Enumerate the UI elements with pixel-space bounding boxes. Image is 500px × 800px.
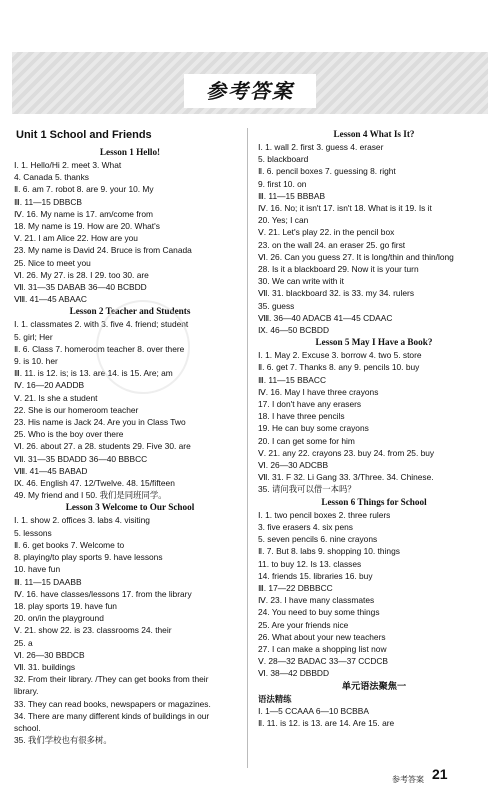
- answer-line: 22. She is our homeroom teacher: [14, 404, 139, 415]
- answer-line: 20. on/in the playground: [14, 613, 104, 624]
- stamp-watermark: [96, 300, 190, 394]
- answer-line: Ⅴ. 21. Is she a student: [14, 392, 98, 403]
- answer-line: 10. have fun: [14, 564, 61, 575]
- answer-line: school.: [14, 722, 41, 733]
- answer-line: Ⅵ. 26—30 BBDCB: [14, 649, 85, 660]
- answer-line: 3. five erasers 4. six pens: [258, 521, 353, 532]
- answer-line: 25. Are your friends nice: [258, 619, 349, 630]
- answer-line: Ⅶ. 31. blackboard 32. is 33. my 34. rulers: [258, 288, 415, 299]
- answer-line: 5. seven pencils 6. nine crayons: [258, 534, 378, 545]
- answer-line: Ⅷ. 41—45 ABAAC: [14, 294, 87, 305]
- lesson-heading: Lesson 4 What Is It?: [333, 129, 415, 139]
- answer-line: 28. Is it a blackboard 29. Now it is your turn: [258, 264, 419, 275]
- answer-line: Ⅴ. 28—32 BADAC 33—37 CCDCB: [258, 656, 389, 667]
- answer-line: 4. Canada 5. thanks: [14, 172, 89, 183]
- answer-line: Ⅰ. 1. classmates 2. with 3. five 4. friend; student: [14, 319, 189, 330]
- footer-label: 参考答案: [392, 775, 424, 784]
- answer-line: library.: [14, 686, 39, 697]
- answer-line: Ⅴ. 21. Let's play 22. in the pencil box: [258, 227, 395, 238]
- answer-line: 17. I don't have any erasers: [258, 399, 362, 410]
- answer-line: Ⅰ. 1. May 2. Excuse 3. borrow 4. two 5. store: [258, 350, 422, 361]
- page-header: [12, 52, 488, 120]
- answer-line: Ⅱ. 6. get books 7. Welcome to: [14, 539, 125, 550]
- answer-line: Ⅶ. 31. F 32. Li Gang 33. 3/Three. 34. Chinese.: [258, 472, 434, 483]
- answer-line: Ⅱ. 7. But 8. labs 9. shopping 10. things: [258, 546, 400, 557]
- answer-line: Ⅵ. 26. about 27. a 28. students 29. Five 30. are: [14, 441, 191, 452]
- answer-line: Ⅶ. 31. buildings: [14, 661, 76, 672]
- answer-line: 49. My friend and I 50. 我们是同班同学。: [14, 490, 167, 501]
- answer-line: Ⅳ. 16. No; it isn't 17. isn't 18. What is it 19. Is it: [258, 203, 432, 214]
- lesson-heading: Lesson 5 May I Have a Book?: [315, 337, 433, 348]
- answer-line: 23. His name is Jack 24. Are you in Class Two: [14, 417, 186, 428]
- answer-line: Ⅲ. 11—15 DBBCB: [14, 196, 82, 207]
- column-divider: [247, 128, 248, 768]
- answer-line: 26. What about your new teachers: [258, 631, 386, 642]
- answer-line: Ⅷ. 36—40 ADACB 41—45 CDAAC: [258, 312, 393, 323]
- answer-line: 18. My name is 19. How are 20. What's: [14, 221, 160, 232]
- answer-line: 25. Who is the boy over there: [14, 429, 124, 440]
- answer-line: Ⅶ. 31—35 BDADD 36—40 BBBCC: [14, 453, 148, 464]
- answer-line: 20. Yes; I can: [258, 215, 309, 226]
- answer-line: Ⅱ. 6. am 7. robot 8. are 9. your 10. My: [14, 184, 154, 195]
- sub-heading: 语法精练: [258, 693, 292, 704]
- answer-line: Ⅵ. 38—42 DBBDD: [258, 668, 330, 679]
- answer-line: 32. From their library. /They can get books from their: [14, 674, 209, 685]
- answer-line: Ⅱ. 6. Class 7. homeroom teacher 8. over there: [14, 343, 185, 354]
- lesson-heading: Lesson 2 Teacher and Students: [69, 306, 191, 317]
- answer-line: 35. guess: [258, 300, 295, 311]
- section-heading: 单元语法聚焦一: [341, 680, 407, 691]
- answer-line: Ⅴ. 21. any 22. crayons 23. buy 24. from 25. buy: [258, 447, 435, 458]
- page-title: 参考答案: [206, 79, 294, 103]
- answer-line: Ⅸ. 46. English 47. 12/Twelve. 48. 15/fifteen: [14, 478, 175, 489]
- answer-line: 18. play sports 19. have fun: [14, 600, 117, 611]
- answer-line: Ⅵ. 26. Can you guess 27. It is long/thin and thin/long: [258, 251, 454, 262]
- answer-line: 20. I can get some for him: [258, 435, 355, 446]
- answer-line: 9. is 10. her: [14, 356, 58, 367]
- answer-line: 9. first 10. on: [258, 178, 307, 189]
- lesson-heading: Lesson 1 Hello!: [99, 147, 161, 157]
- answer-line: Ⅳ. 16. May I have three crayons: [258, 386, 379, 397]
- right-column: [258, 128, 490, 729]
- answer-line: Ⅲ. 11—15 DAABB: [14, 576, 82, 587]
- answer-line: Ⅲ. 11. is 12. is; is 13. are 14. is 15. Are; am: [14, 368, 173, 379]
- answer-line: Ⅲ. 17—22 DBBBCC: [258, 582, 333, 593]
- answer-line: 27. I can make a shopping list now: [258, 643, 387, 654]
- answer-line: 19. He can buy some crayons: [258, 423, 369, 434]
- answer-line: 33. They can read books, newspapers or magazines.: [14, 698, 211, 709]
- answer-line: 25. a: [14, 637, 33, 648]
- answer-line: Ⅱ. 6. get 7. Thanks 8. any 9. pencils 10. buy: [258, 362, 420, 373]
- answer-line: Ⅲ. 11—15 BBACC: [258, 374, 326, 385]
- answer-line: 5. girl; Her: [14, 331, 53, 342]
- answer-line: 5. lessons: [14, 527, 52, 538]
- left-column: [14, 128, 246, 746]
- answer-line: 14. friends 15. libraries 16. buy: [258, 570, 373, 581]
- answer-line: Ⅳ. 23. I have many classmates: [258, 595, 375, 606]
- answer-line: Ⅳ. 16. My name is 17. am/come from: [14, 208, 153, 219]
- answer-line: 5. blackboard: [258, 154, 309, 165]
- answer-line: Ⅱ. 6. pencil boxes 7. guessing 8. right: [258, 166, 396, 177]
- answer-line: Ⅳ. 16—20 AADDB: [14, 380, 85, 391]
- answer-line: 18. I have three pencils: [258, 411, 345, 422]
- answer-line: Ⅸ. 46—50 BCBDD: [258, 325, 329, 336]
- answer-line: Ⅵ. 26. My 27. is 28. I 29. too 30. are: [14, 269, 149, 280]
- answer-line: Ⅰ. 1. wall 2. first 3. guess 4. eraser: [258, 142, 384, 152]
- answer-line: 30. We can write with it: [258, 276, 344, 287]
- answer-line: Ⅰ. 1. Hello/Hi 2. meet 3. What: [14, 160, 122, 170]
- answer-line: Ⅰ. 1. show 2. offices 3. labs 4. visiting: [14, 515, 150, 526]
- title-box: [184, 74, 316, 108]
- answer-line: 35. 请问我可以借一本吗？: [258, 484, 356, 495]
- answer-line: Ⅵ. 26—30 ADCBB: [258, 460, 329, 471]
- unit-heading: Unit 1 School and Friends: [16, 129, 152, 141]
- answer-line: 24. You need to buy some things: [258, 607, 380, 618]
- answer-line: Ⅴ. 21. show 22. is 23. classrooms 24. their: [14, 625, 172, 636]
- answer-line: Ⅲ. 11—15 BBBAB: [258, 190, 326, 201]
- page-number: 21: [432, 766, 448, 782]
- answer-line: Ⅴ. 21. I am Alice 22. How are you: [14, 233, 138, 244]
- lesson-heading: Lesson 3 Welcome to Our School: [65, 502, 195, 513]
- answer-line: 23. My name is David 24. Bruce is from Canada: [14, 245, 192, 256]
- answer-line: 25. Nice to meet you: [14, 257, 91, 268]
- answer-line: 35. 我们学校也有很多树。: [14, 735, 112, 746]
- answer-line: Ⅰ. 1. two pencil boxes 2. three rulers: [258, 509, 391, 520]
- answer-line: 23. on the wall 24. an eraser 25. go first: [258, 239, 406, 250]
- answer-line: Ⅰ. 1—5 CCAAA 6—10 BCBBA: [258, 705, 369, 716]
- answer-line: 11. to buy 12. Is 13. classes: [258, 558, 362, 569]
- lesson-heading: Lesson 6 Things for School: [321, 496, 427, 507]
- answer-line: Ⅳ. 16. have classes/lessons 17. from the library: [14, 588, 192, 599]
- answer-line: Ⅶ. 31—35 DABAB 36—40 BCBDD: [14, 282, 147, 293]
- answer-line: 34. There are many different kinds of buildings in our: [14, 710, 210, 721]
- answer-line: Ⅷ. 41—45 BABAD: [14, 465, 88, 476]
- answer-line: 8. playing/to play sports 9. have lessons: [14, 552, 163, 563]
- answer-line: Ⅱ. 11. is 12. is 13. are 14. Are 15. are: [258, 717, 395, 728]
